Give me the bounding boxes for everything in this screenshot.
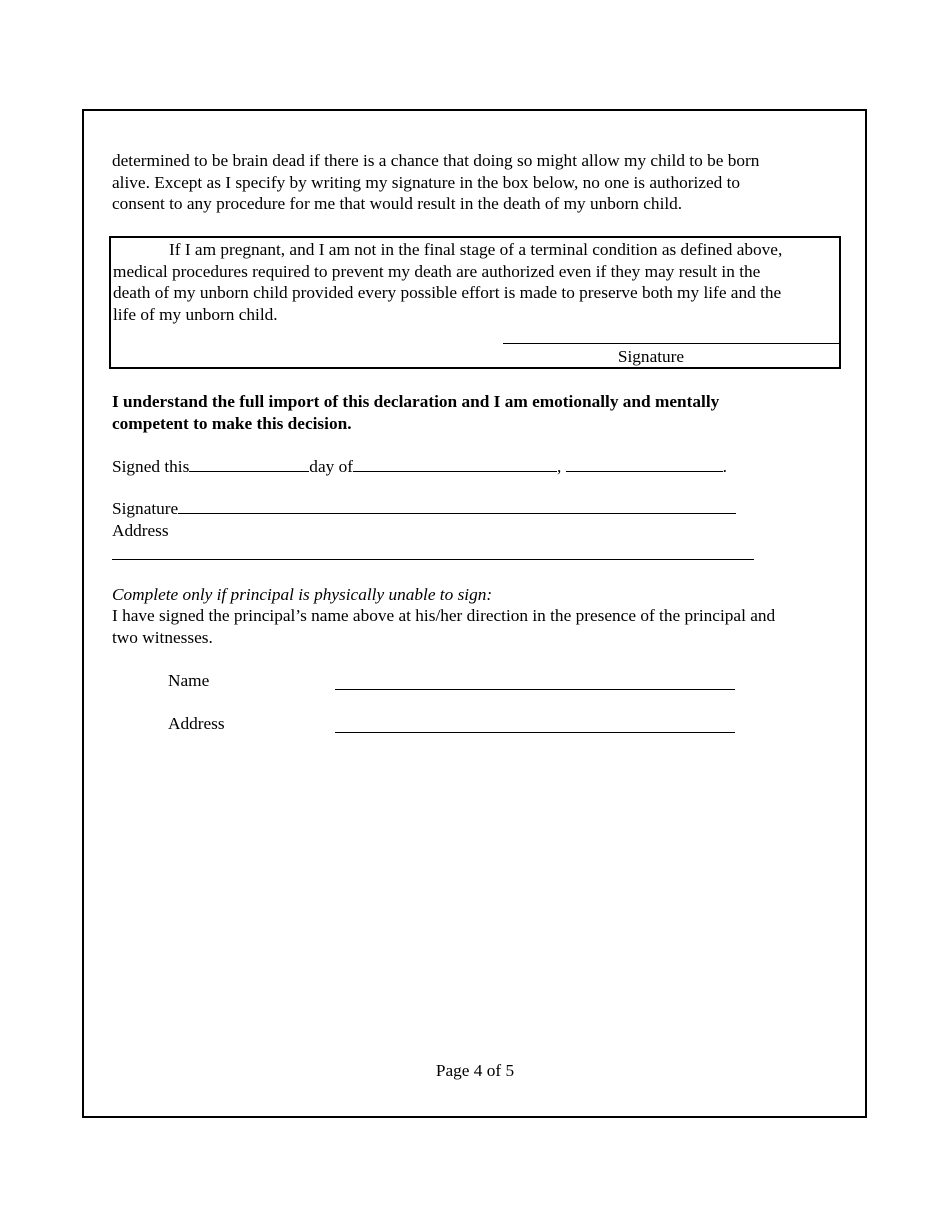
- proxy-statement: [112, 605, 775, 648]
- date-period: .: [722, 457, 727, 476]
- day-of-label: day of: [309, 457, 353, 476]
- proxy-name-field[interactable]: [335, 689, 735, 690]
- proxy-address-field[interactable]: [335, 732, 735, 733]
- proxy-instruction: Complete only if principal is physically unable to sign:: [112, 585, 493, 604]
- pregnancy-clause-text: [113, 239, 782, 325]
- signed-this-label: Signed this: [112, 457, 190, 476]
- proxy-line: two witnesses.: [112, 627, 213, 647]
- clause-line: death of my unborn child provided every possible effort is made to preserve both my life and the: [113, 283, 782, 302]
- page-number: Page 4 of 5: [435, 1061, 515, 1080]
- declaration-line: competent to make this decision.: [112, 413, 352, 433]
- principal-signature-field[interactable]: [178, 498, 736, 514]
- date-comma: ,: [556, 457, 566, 476]
- proxy-address-label: Address: [168, 714, 225, 733]
- clause-signature-label: Signature: [617, 347, 685, 366]
- day-field[interactable]: [189, 456, 309, 472]
- pregnancy-clause-box: [109, 236, 841, 369]
- intro-line: alive. Except as I specify by writing my signature in the box below, no one is authorized to: [112, 172, 741, 192]
- principal-address-field[interactable]: [112, 559, 754, 560]
- year-field[interactable]: [566, 456, 723, 472]
- declaration-statement: [112, 391, 719, 434]
- principal-signature-row: [112, 498, 736, 520]
- declaration-line: I understand the full import of this declaration and I am emotionally and mentally: [112, 392, 720, 411]
- month-field[interactable]: [353, 456, 557, 472]
- intro-line: determined to be brain dead if there is a chance that doing so might allow my child to be born: [112, 151, 760, 170]
- principal-address-label: Address: [112, 521, 169, 540]
- intro-paragraph: [112, 150, 759, 215]
- proxy-name-label: Name: [168, 671, 210, 690]
- clause-line: life of my unborn child.: [113, 304, 278, 324]
- proxy-line: I have signed the principal’s name above at his/her direction in the presence of the principal and: [112, 606, 776, 625]
- clause-line: medical procedures required to prevent my death are authorized even if they may result in the: [113, 261, 761, 281]
- clause-line: If I am pregnant, and I am not in the final stage of a terminal condition as defined above,: [169, 240, 783, 259]
- intro-line: consent to any procedure for me that would result in the death of my unborn child.: [112, 194, 683, 213]
- signed-date-row: [112, 456, 727, 478]
- principal-signature-label: Signature: [112, 499, 179, 518]
- clause-signature-line[interactable]: [503, 343, 839, 344]
